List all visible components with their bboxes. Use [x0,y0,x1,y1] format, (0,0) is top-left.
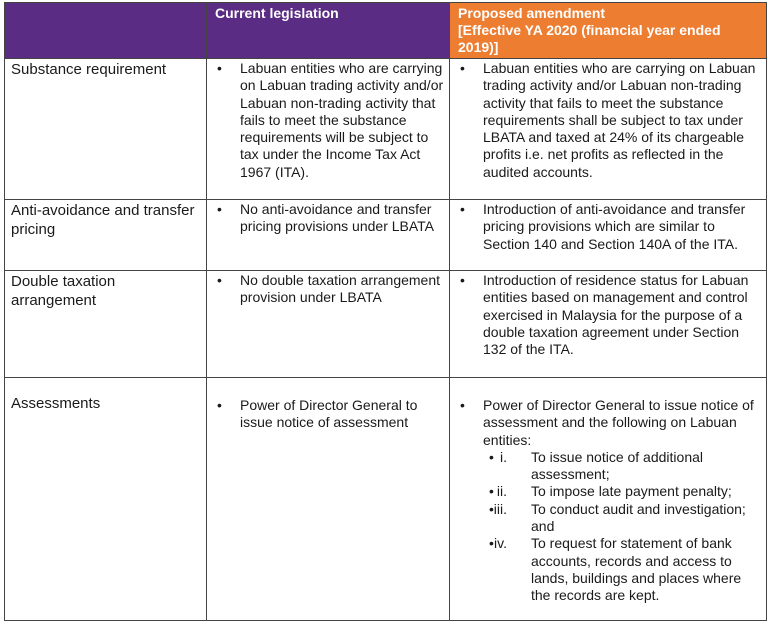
bullet-item: • Power of Director General to issue notice of assessment [211,397,445,432]
row-topic: Anti-avoidance and transfer pricing [5,200,207,271]
bullet-item: • No double taxation arrangement provision under LBATA [211,272,445,307]
header-corner-cell [5,3,207,59]
proposed-amendment-cell [450,59,767,200]
current-legislation-cell [207,271,450,378]
bullet-item [454,397,762,605]
proposed-amendment-cell [450,378,767,621]
table-row [5,59,767,200]
row-topic: Double taxation arrangement [5,271,207,378]
sub-list-item [483,483,762,500]
bullet-text: Power of Director General to issue notice of assessment and the following on Labuan entities: [483,397,754,448]
sub-item-text: To issue notice of additional assessment; [531,448,703,483]
header-proposed-amendment [450,3,767,59]
current-legislation-cell [207,200,450,271]
proposed-amendment-cell [450,200,767,271]
sub-item-text: To impose late payment penalty; [531,483,732,500]
sub-item-list [483,449,762,605]
bullet-item: • No anti-avoidance and transfer pricing provisions under LBATA [211,201,445,236]
proposed-amendment-cell [450,271,767,378]
bullet-item: • Labuan entities who are carrying on Labuan trading activity and/or Labuan non-trading activity that fails to meet the substance requirements will be subject to tax under the Income Tax Act 1967 (ITA). [211,60,445,181]
current-legislation-cell [207,59,450,200]
bullet-item: • Labuan entities who are carrying on Labuan trading activity and/or Labuan non-trading activity that fails to meet the substance requirements shall be subject to tax under LBATA and taxed at 24% of its chargeable profits i.e. net profits as reflected in the audited accounts. [454,60,762,181]
header-proposed-title: Proposed amendment [458,5,606,21]
sub-item-number: • ii. [496,483,507,500]
sub-item-number: • iii. [493,500,507,517]
header-row [5,3,767,59]
bullet-item: • Introduction of residence status for Labuan entities based on management and control exercised in Malaysia for the purpose of a double taxation agreement under Section 132 of the ITA. [454,272,762,358]
legislation-comparison-table [4,2,767,621]
sub-item-number: • i. [500,448,507,465]
sub-list-item [483,535,762,604]
bullet-item: • Introduction of anti-avoidance and transfer pricing provisions which are similar to Section 140 and Section 140A of the ITA. [454,201,762,253]
header-proposed-effective: [Effective YA 2020 (financial year ended 2019)] [458,22,721,55]
table-row [5,200,767,271]
current-legislation-cell [207,378,450,621]
table-row [5,378,767,621]
row-topic: Substance requirement [5,59,207,200]
sub-list-item [483,449,762,484]
sub-list-item [483,501,762,536]
sub-item-text: To conduct audit and investigation; and [531,500,746,535]
table-row [5,271,767,378]
sub-item-number: • iv. [494,535,507,552]
row-topic: Assessments [5,378,207,621]
legislation-comparison-table-wrapper [4,2,766,621]
sub-item-text: To request for statement of bank accounts, records and access to lands, buildings and places where the records are kept. [531,535,742,604]
header-current-legislation: Current legislation [207,3,450,59]
